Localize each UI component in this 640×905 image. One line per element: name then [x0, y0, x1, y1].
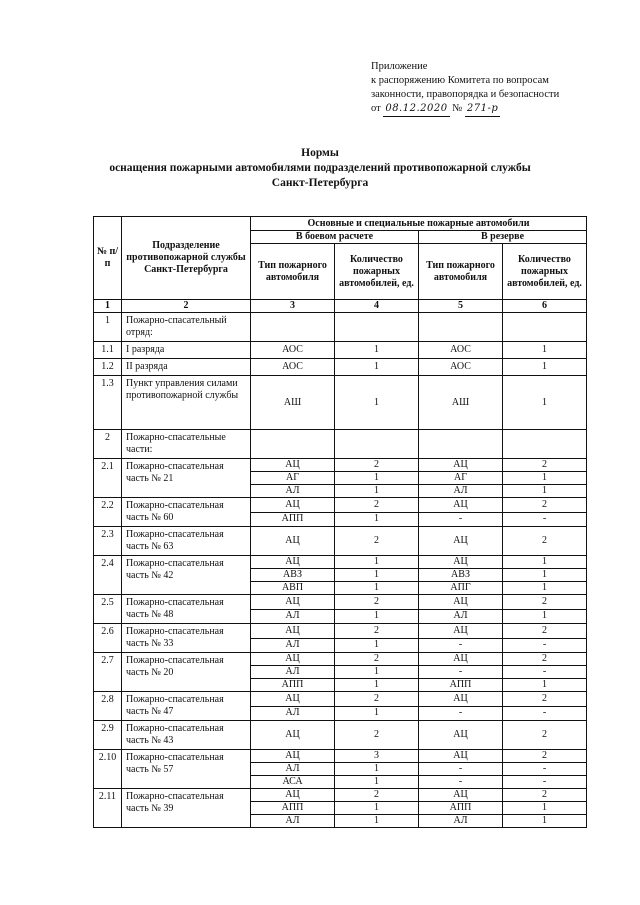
reserve-type-cell: АЦ: [419, 624, 503, 639]
unit-name: Пожарно-спасательный отряд:: [122, 313, 251, 342]
reserve-qty-cell: 1: [503, 376, 587, 430]
combat-qty-cell: 1: [335, 776, 419, 789]
reserve-type-cell: АЦ: [419, 459, 503, 472]
combat-type-cell: АЦ: [251, 692, 335, 707]
reserve-type-cell: АЛ: [419, 815, 503, 828]
reserve-qty-cell: -: [503, 512, 587, 527]
reserve-type-cell: АЦ: [419, 789, 503, 802]
row-number: 1.3: [94, 376, 122, 430]
number-label: №: [452, 103, 463, 114]
combat-type-cell: АПП: [251, 802, 335, 815]
reserve-qty-cell: -: [503, 638, 587, 653]
table-row: [94, 721, 587, 750]
row-number: 1: [94, 313, 122, 342]
reserve-qty-cell: 1: [503, 556, 587, 569]
table-row: [94, 376, 587, 430]
unit-name: Пожарно-спасательная часть № 63: [122, 527, 251, 556]
combat-type-cell: АЛ: [251, 638, 335, 653]
combat-qty-cell: 2: [335, 653, 419, 666]
combat-qty-cell: 1: [335, 556, 419, 569]
header-reserve: В резерве: [419, 231, 587, 244]
reserve-type-cell: -: [419, 512, 503, 527]
reserve-type-cell: АЦ: [419, 653, 503, 666]
combat-qty-cell: 1: [335, 359, 419, 376]
combat-type-cell: АЦ: [251, 556, 335, 569]
reserve-type-cell: АЦ: [419, 721, 503, 750]
reserve-type-cell: -: [419, 776, 503, 789]
combat-qty-cell: 2: [335, 498, 419, 513]
col-number: 4: [335, 300, 419, 313]
combat-type-cell: АШ: [251, 376, 335, 430]
combat-qty-cell: [335, 430, 419, 459]
row-number: 2.4: [94, 556, 122, 595]
combat-qty-cell: 1: [335, 582, 419, 595]
combat-type-cell: АОС: [251, 359, 335, 376]
reserve-type-cell: АГ: [419, 472, 503, 485]
combat-type-cell: АЦ: [251, 624, 335, 639]
combat-type-cell: АГ: [251, 472, 335, 485]
reserve-qty-cell: 1: [503, 802, 587, 815]
combat-qty-cell: 1: [335, 472, 419, 485]
reserve-qty-cell: 1: [503, 472, 587, 485]
reserve-qty-cell: 2: [503, 692, 587, 707]
header-combat-qty: Количество пожарных автомобилей, ед.: [335, 244, 419, 300]
reserve-qty-cell: 2: [503, 624, 587, 639]
combat-type-cell: АЦ: [251, 459, 335, 472]
reserve-type-cell: АПП: [419, 679, 503, 692]
row-number: 2.9: [94, 721, 122, 750]
unit-name: Пожарно-спасательные части:: [122, 430, 251, 459]
combat-type-cell: АЦ: [251, 750, 335, 763]
combat-type-cell: АЦ: [251, 653, 335, 666]
header-main: Основные и специальные пожарные автомобили: [251, 217, 587, 231]
combat-qty-cell: 1: [335, 609, 419, 624]
header-reserve-type: Тип пожарного автомобиля: [419, 244, 503, 300]
unit-name: Пожарно-спасательная часть № 60: [122, 498, 251, 527]
combat-qty-cell: 1: [335, 679, 419, 692]
combat-type-cell: АЦ: [251, 498, 335, 513]
row-number: 2.11: [94, 789, 122, 828]
reserve-type-cell: АПГ: [419, 582, 503, 595]
combat-qty-cell: [335, 313, 419, 342]
table-row: [94, 313, 587, 342]
document-title: [0, 146, 640, 191]
reserve-qty-cell: -: [503, 706, 587, 721]
combat-type-cell: АЦ: [251, 721, 335, 750]
reserve-type-cell: -: [419, 763, 503, 776]
unit-name: Пожарно-спасательная часть № 39: [122, 789, 251, 828]
unit-name: II разряда: [122, 359, 251, 376]
combat-qty-cell: 1: [335, 485, 419, 498]
title-line-3: Санкт-Петербурга: [271, 177, 369, 189]
reserve-type-cell: АЦ: [419, 750, 503, 763]
unit-name: Пожарно-спасательная часть № 57: [122, 750, 251, 789]
unit-name: Пожарно-спасательная часть № 48: [122, 595, 251, 624]
reserve-qty-cell: 1: [503, 342, 587, 359]
reserve-type-cell: -: [419, 706, 503, 721]
reserve-type-cell: АОС: [419, 342, 503, 359]
table-row: [94, 359, 587, 376]
reserve-qty-cell: 2: [503, 595, 587, 610]
combat-qty-cell: 2: [335, 459, 419, 472]
reserve-type-cell: АЦ: [419, 527, 503, 556]
reserve-type-cell: АЛ: [419, 485, 503, 498]
table-row: [94, 750, 587, 763]
table-row: [94, 595, 587, 610]
combat-qty-cell: 1: [335, 763, 419, 776]
reserve-type-cell: [419, 313, 503, 342]
reserve-type-cell: [419, 430, 503, 459]
combat-qty-cell: 3: [335, 750, 419, 763]
norms-table-wrapper: [93, 216, 587, 828]
table-row: [94, 430, 587, 459]
reserve-type-cell: -: [419, 638, 503, 653]
reserve-type-cell: АПП: [419, 802, 503, 815]
combat-type-cell: АОС: [251, 342, 335, 359]
appendix-date-line: [371, 102, 559, 117]
unit-name: Пожарно-спасательная часть № 20: [122, 653, 251, 692]
table-row: [94, 527, 587, 556]
header-combat-type: Тип пожарного автомобиля: [251, 244, 335, 300]
combat-qty-cell: 1: [335, 512, 419, 527]
unit-name: Пожарно-спасательная часть № 47: [122, 692, 251, 721]
combat-qty-cell: 1: [335, 706, 419, 721]
decree-number: 271-р: [465, 102, 500, 117]
reserve-qty-cell: 2: [503, 721, 587, 750]
row-number: 2: [94, 430, 122, 459]
col-number: 2: [122, 300, 251, 313]
combat-type-cell: [251, 313, 335, 342]
reserve-type-cell: АЦ: [419, 692, 503, 707]
header-unit: Подразделение противопожарной службы Санкт-Петербурга: [122, 217, 251, 300]
table-row: [94, 692, 587, 707]
appendix-line-3: законности, правопорядка и безопасности: [371, 89, 560, 100]
table-row: [94, 624, 587, 639]
reserve-type-cell: -: [419, 666, 503, 679]
unit-name: Пожарно-спасательная часть № 21: [122, 459, 251, 498]
header-combat: В боевом расчете: [251, 231, 419, 244]
reserve-qty-cell: [503, 313, 587, 342]
reserve-qty-cell: 1: [503, 485, 587, 498]
col-number: 3: [251, 300, 335, 313]
reserve-qty-cell: 1: [503, 679, 587, 692]
combat-qty-cell: 1: [335, 802, 419, 815]
reserve-type-cell: АШ: [419, 376, 503, 430]
table-row: [94, 653, 587, 666]
row-number: 1.2: [94, 359, 122, 376]
title-line-2: оснащения пожарными автомобилями подразделений противопожарной службы: [109, 162, 531, 174]
table-row: [94, 342, 587, 359]
appendix-block: [371, 60, 559, 117]
reserve-qty-cell: 2: [503, 498, 587, 513]
row-number: 2.1: [94, 459, 122, 498]
norms-table: [93, 216, 587, 828]
col-number: 1: [94, 300, 122, 313]
unit-name: Пункт управления силами противопожарной службы: [122, 376, 251, 430]
row-number: 2.10: [94, 750, 122, 789]
reserve-qty-cell: 1: [503, 359, 587, 376]
unit-name: I разряда: [122, 342, 251, 359]
reserve-qty-cell: [503, 430, 587, 459]
combat-qty-cell: 1: [335, 638, 419, 653]
reserve-type-cell: АВЗ: [419, 569, 503, 582]
combat-qty-cell: 1: [335, 815, 419, 828]
row-number: 2.7: [94, 653, 122, 692]
reserve-type-cell: АОС: [419, 359, 503, 376]
reserve-qty-cell: 2: [503, 789, 587, 802]
combat-qty-cell: 2: [335, 624, 419, 639]
combat-qty-cell: 1: [335, 569, 419, 582]
row-number: 2.5: [94, 595, 122, 624]
reserve-qty-cell: -: [503, 763, 587, 776]
combat-type-cell: АЛ: [251, 485, 335, 498]
unit-name: Пожарно-спасательная часть № 43: [122, 721, 251, 750]
combat-type-cell: АЛ: [251, 763, 335, 776]
row-number: 2.2: [94, 498, 122, 527]
header-reserve-qty: Количество пожарных автомобилей, ед.: [503, 244, 587, 300]
combat-type-cell: АВЗ: [251, 569, 335, 582]
combat-qty-cell: 1: [335, 376, 419, 430]
title-line-1: Нормы: [301, 147, 339, 159]
combat-type-cell: АЦ: [251, 527, 335, 556]
combat-qty-cell: 1: [335, 666, 419, 679]
combat-qty-cell: 2: [335, 692, 419, 707]
table-row: [94, 459, 587, 472]
row-number: 2.8: [94, 692, 122, 721]
table-row: [94, 556, 587, 569]
reserve-type-cell: АЦ: [419, 556, 503, 569]
table-row: [94, 789, 587, 802]
combat-type-cell: АЦ: [251, 595, 335, 610]
appendix-line-1: Приложение: [371, 61, 428, 72]
reserve-qty-cell: 2: [503, 750, 587, 763]
combat-type-cell: АВП: [251, 582, 335, 595]
combat-qty-cell: 2: [335, 527, 419, 556]
from-label: от: [371, 103, 381, 114]
row-number: 1.1: [94, 342, 122, 359]
reserve-type-cell: АЛ: [419, 609, 503, 624]
decree-date: 08.12.2020: [383, 102, 449, 117]
appendix-line-2: к распоряжению Комитета по вопросам: [371, 75, 549, 86]
reserve-qty-cell: -: [503, 666, 587, 679]
table-row: [94, 498, 587, 513]
combat-type-cell: [251, 430, 335, 459]
combat-type-cell: АЛ: [251, 666, 335, 679]
reserve-qty-cell: 2: [503, 459, 587, 472]
combat-type-cell: АПП: [251, 679, 335, 692]
reserve-qty-cell: 1: [503, 609, 587, 624]
combat-type-cell: АСА: [251, 776, 335, 789]
col-number: 6: [503, 300, 587, 313]
reserve-qty-cell: 1: [503, 582, 587, 595]
combat-qty-cell: 2: [335, 789, 419, 802]
reserve-qty-cell: 2: [503, 527, 587, 556]
reserve-qty-cell: 1: [503, 569, 587, 582]
reserve-qty-cell: 2: [503, 653, 587, 666]
combat-type-cell: АЛ: [251, 609, 335, 624]
combat-qty-cell: 1: [335, 342, 419, 359]
unit-name: Пожарно-спасательная часть № 42: [122, 556, 251, 595]
header-num: № п/п: [94, 217, 122, 300]
reserve-type-cell: АЦ: [419, 595, 503, 610]
combat-qty-cell: 2: [335, 721, 419, 750]
combat-type-cell: АЛ: [251, 706, 335, 721]
combat-qty-cell: 2: [335, 595, 419, 610]
reserve-qty-cell: -: [503, 776, 587, 789]
column-numbers-row: [94, 300, 587, 313]
combat-type-cell: АЛ: [251, 815, 335, 828]
col-number: 5: [419, 300, 503, 313]
row-number: 2.3: [94, 527, 122, 556]
reserve-type-cell: АЦ: [419, 498, 503, 513]
reserve-qty-cell: 1: [503, 815, 587, 828]
combat-type-cell: АПП: [251, 512, 335, 527]
combat-type-cell: АЦ: [251, 789, 335, 802]
unit-name: Пожарно-спасательная часть № 33: [122, 624, 251, 653]
row-number: 2.6: [94, 624, 122, 653]
